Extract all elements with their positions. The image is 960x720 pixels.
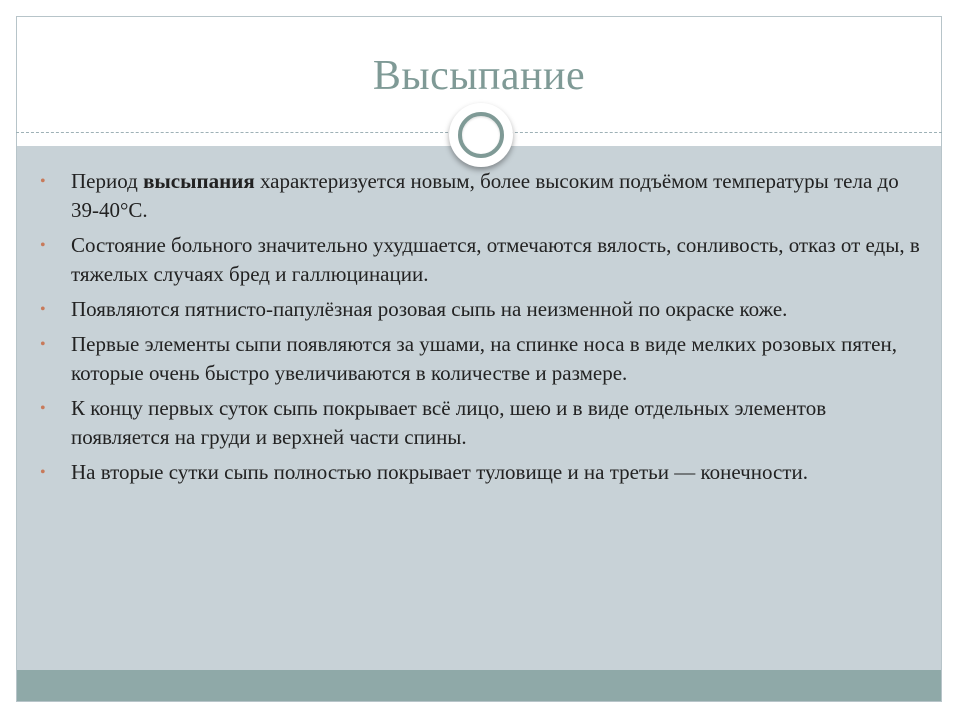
bullet-text-5: К концу первых суток сыпь покрывает всё лицо, шею и в виде отдельных элементов появляется на груди и верхней части спины. [71,396,827,449]
list-item [40,167,920,225]
circle-ornament-inner [458,112,504,158]
slide-title: Высыпание [372,53,586,99]
list-item [40,295,920,324]
footer-bar [17,670,941,701]
bullet-text-1-pre: Период [71,169,144,193]
bullet-dot-icon: • [40,237,46,254]
list-item [40,458,920,487]
bullet-text-1-bold: высыпания [143,169,255,193]
bullet-list [40,167,920,493]
list-item [40,231,920,289]
bullet-text-1-post: характеризуется новым, более высоким подъёмом температуры тела до 39-40°С. [71,169,899,222]
bullet-text-4: Первые элементы сыпи появляются за ушами, на спинке носа в виде мелких розовых пятен, которые очень быстро увеличиваются в количестве и размере. [71,332,897,385]
bullet-text-2: Состояние больного значительно ухудшается, отмечаются вялость, сонливость, отказ от еды, в тяжелых случаях бред и галлюцинации. [71,233,920,286]
bullet-dot-icon: • [40,173,46,190]
bullet-dot-icon: • [40,336,46,353]
circle-ornament-icon [449,103,513,167]
bullet-dot-icon: • [40,464,46,481]
bullet-text-6: На вторые сутки сыпь полностью покрывает туловище и на третьи — конечности. [71,460,808,484]
bullet-dot-icon: • [40,400,46,417]
bullet-dot-icon: • [40,301,46,318]
list-item [40,330,920,388]
list-item [40,394,920,452]
bullet-text-3: Появляются пятнисто-папулёзная розовая сыпь на неизменной по окраске коже. [71,297,788,321]
